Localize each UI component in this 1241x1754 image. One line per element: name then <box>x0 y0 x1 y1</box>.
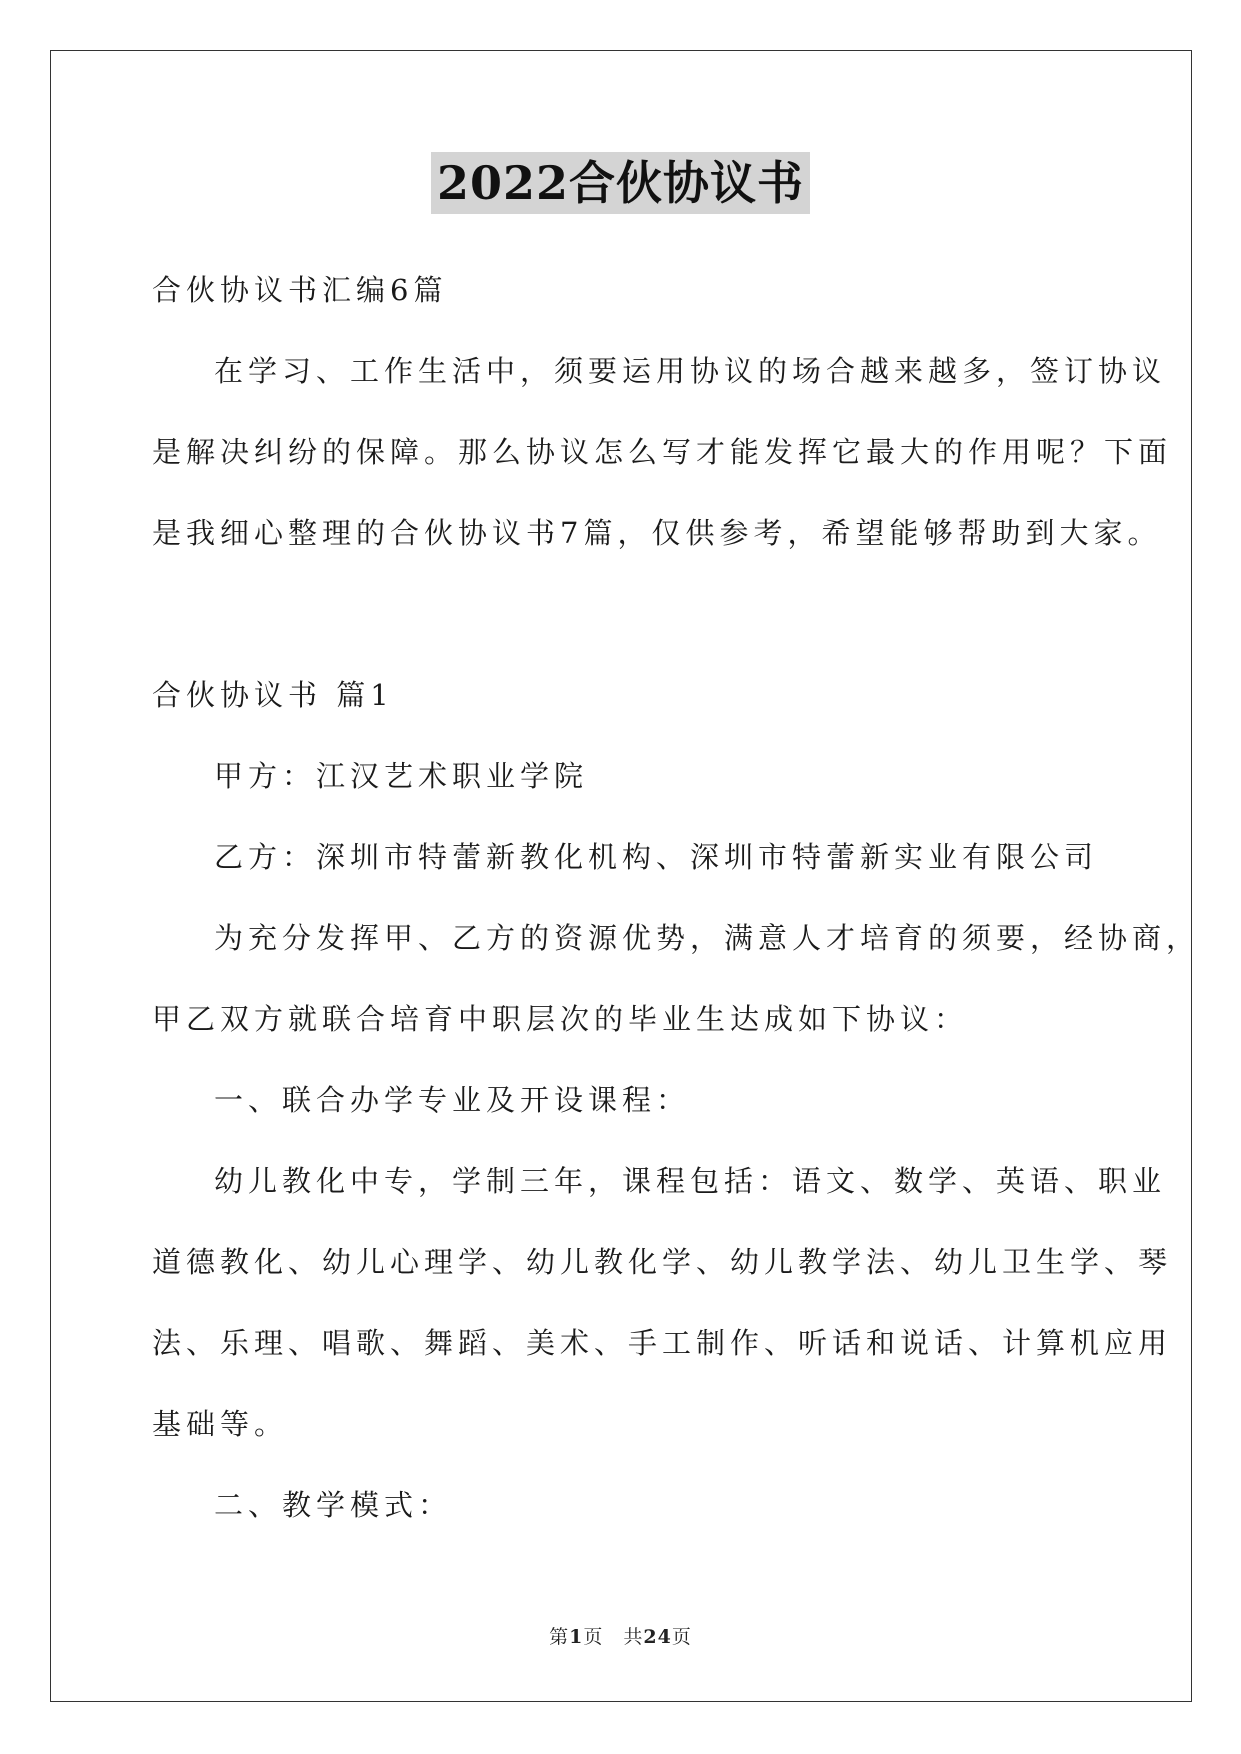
footer-prefix: 第 <box>549 1626 570 1648</box>
footer-suffix: 页 <box>671 1626 692 1648</box>
clause-2-heading: 二、教学模式： <box>214 1488 453 1522</box>
document-subtitle: 合伙协议书汇编6篇 <box>152 273 448 307</box>
clause-1-line: 道德教化、幼儿心理学、幼儿教化学、幼儿教学法、幼儿卫生学、琴 <box>152 1245 1173 1279</box>
purpose-line: 甲乙双方就联合培育中职层次的毕业生达成如下协议： <box>152 1002 969 1036</box>
current-page-number: 1 <box>569 1626 584 1648</box>
footer-mid: 页 共 <box>583 1626 644 1648</box>
page-footer <box>0 1622 1241 1649</box>
clause-1-heading: 一、联合办学专业及开设课程： <box>214 1083 691 1117</box>
clause-1-line: 法、乐理、唱歌、舞蹈、美术、手工制作、听话和说话、计算机应用 <box>152 1326 1173 1360</box>
document-body <box>152 250 1201 1546</box>
title-container <box>0 152 1241 214</box>
intro-line: 是解决纠纷的保障。那么协议怎么写才能发挥它最大的作用呢？下面 <box>152 435 1173 469</box>
paragraph-spacer <box>152 574 1092 655</box>
intro-line: 在学习、工作生活中，须要运用协议的场合越来越多，签订协议 <box>214 354 1167 388</box>
document-title: 2022合伙协议书 <box>431 152 810 214</box>
clause-1-line: 基础等。 <box>152 1407 289 1441</box>
section-heading: 合伙协议书 篇1 <box>152 678 394 712</box>
purpose-line: 为充分发挥甲、乙方的资源优势，满意人才培育的须要，经协商， <box>214 921 1201 955</box>
clause-1-line: 幼儿教化中专，学制三年，课程包括：语文、数学、英语、职业 <box>214 1164 1167 1198</box>
party-a: 甲方：江汉艺术职业学院 <box>214 759 589 793</box>
total-pages-number: 24 <box>643 1626 672 1648</box>
party-b: 乙方：深圳市特蕾新教化机构、深圳市特蕾新实业有限公司 <box>214 840 1099 874</box>
intro-line: 是我细心整理的合伙协议书7篇，仅供参考，希望能够帮助到大家。 <box>152 516 1162 550</box>
